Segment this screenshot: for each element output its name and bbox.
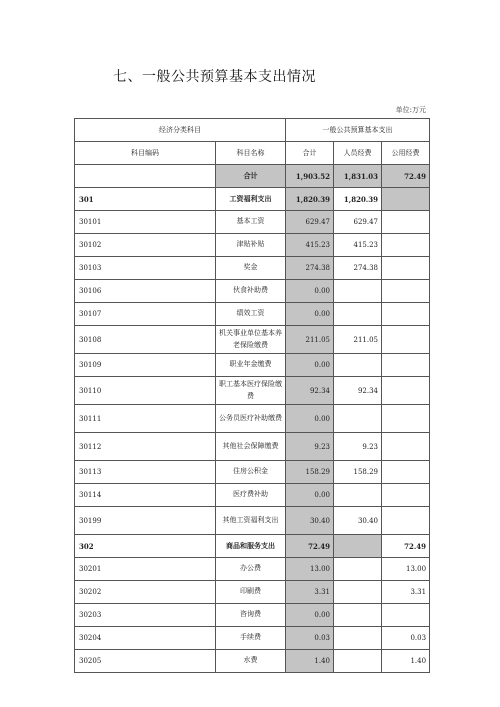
cell-name: 职业年金缴费 <box>216 354 286 377</box>
cell-personnel <box>334 604 382 627</box>
table-row <box>75 433 430 461</box>
table-row <box>75 211 430 234</box>
cell-public <box>382 604 430 627</box>
cell-name: 伙食补助费 <box>216 280 286 303</box>
header-public: 公用经费 <box>382 142 430 165</box>
cell-total: 0.00 <box>286 484 334 507</box>
cell-personnel: 1,820.39 <box>334 188 382 211</box>
cell-personnel <box>334 650 382 673</box>
table-row <box>75 535 430 558</box>
cell-personnel: 9.23 <box>334 433 382 461</box>
cell-total: 0.00 <box>286 604 334 627</box>
cell-total: 1,903.52 <box>286 165 334 188</box>
table-row <box>75 507 430 535</box>
cell-total: 274.38 <box>286 257 334 280</box>
table-body <box>75 165 430 673</box>
cell-total: 158.29 <box>286 461 334 484</box>
table-row <box>75 257 430 280</box>
cell-total: 0.00 <box>286 405 334 433</box>
cell-public <box>382 280 430 303</box>
cell-name: 医疗费补助 <box>216 484 286 507</box>
cell-public: 0.03 <box>382 627 430 650</box>
cell-name: 住房公积金 <box>216 461 286 484</box>
cell-total: 1,820.39 <box>286 188 334 211</box>
cell-personnel <box>334 354 382 377</box>
cell-personnel <box>334 627 382 650</box>
table-row <box>75 558 430 581</box>
cell-code: 30108 <box>75 326 216 354</box>
cell-public <box>382 326 430 354</box>
header-total: 合计 <box>286 142 334 165</box>
table-row <box>75 484 430 507</box>
cell-name: 奖金 <box>216 257 286 280</box>
cell-public <box>382 234 430 257</box>
cell-total: 211.05 <box>286 326 334 354</box>
cell-total: 0.00 <box>286 303 334 326</box>
cell-personnel: 211.05 <box>334 326 382 354</box>
header-name: 科目名称 <box>216 142 286 165</box>
cell-code: 30102 <box>75 234 216 257</box>
cell-public <box>382 257 430 280</box>
table-row <box>75 581 430 604</box>
cell-name: 手续费 <box>216 627 286 650</box>
table-row <box>75 461 430 484</box>
cell-personnel: 415.23 <box>334 234 382 257</box>
cell-code: 30202 <box>75 581 216 604</box>
header-personnel: 人员经费 <box>334 142 382 165</box>
cell-name: 印刷费 <box>216 581 286 604</box>
cell-total: 0.00 <box>286 354 334 377</box>
cell-total: 13.00 <box>286 558 334 581</box>
cell-name: 职工基本医疗保险缴费 <box>216 377 286 405</box>
cell-code: 30103 <box>75 257 216 280</box>
table-row <box>75 604 430 627</box>
cell-total: 0.03 <box>286 627 334 650</box>
cell-total: 9.23 <box>286 433 334 461</box>
cell-name: 公务员医疗补助缴费 <box>216 405 286 433</box>
cell-total: 1.40 <box>286 650 334 673</box>
cell-personnel: 30.40 <box>334 507 382 535</box>
cell-name: 水费 <box>216 650 286 673</box>
cell-personnel <box>334 303 382 326</box>
header-general-budget: 一般公共预算基本支出 <box>286 119 430 142</box>
cell-code: 30112 <box>75 433 216 461</box>
page-title: 七、一般公共预算基本支出情况 <box>113 69 316 85</box>
budget-table <box>74 118 430 673</box>
table-row <box>75 188 430 211</box>
cell-code: 30199 <box>75 507 216 535</box>
cell-code: 30201 <box>75 558 216 581</box>
cell-code: 30114 <box>75 484 216 507</box>
cell-personnel <box>334 581 382 604</box>
cell-total: 92.34 <box>286 377 334 405</box>
table-row <box>75 627 430 650</box>
cell-personnel: 629.47 <box>334 211 382 234</box>
header-economic-category: 经济分类科目 <box>75 119 286 142</box>
table-row <box>75 354 430 377</box>
cell-total: 415.23 <box>286 234 334 257</box>
cell-total: 3.31 <box>286 581 334 604</box>
cell-personnel: 1,831.03 <box>334 165 382 188</box>
cell-name: 其他社会保障缴费 <box>216 433 286 461</box>
cell-code: 30113 <box>75 461 216 484</box>
cell-name: 津贴补贴 <box>216 234 286 257</box>
cell-public <box>382 507 430 535</box>
cell-personnel: 92.34 <box>334 377 382 405</box>
cell-name: 咨询费 <box>216 604 286 627</box>
cell-personnel <box>334 558 382 581</box>
cell-code: 30204 <box>75 627 216 650</box>
cell-public <box>382 461 430 484</box>
cell-code: 30203 <box>75 604 216 627</box>
cell-code: 30111 <box>75 405 216 433</box>
cell-personnel: 158.29 <box>334 461 382 484</box>
cell-code <box>75 165 216 188</box>
cell-code: 301 <box>75 188 216 211</box>
cell-personnel <box>334 405 382 433</box>
cell-name: 其他工资福利支出 <box>216 507 286 535</box>
unit-label: 单位:万元 <box>395 106 426 114</box>
cell-total: 0.00 <box>286 280 334 303</box>
cell-public <box>382 484 430 507</box>
cell-code: 30101 <box>75 211 216 234</box>
table-row <box>75 405 430 433</box>
cell-total: 30.40 <box>286 507 334 535</box>
table-row <box>75 650 430 673</box>
cell-code: 30110 <box>75 377 216 405</box>
cell-code: 302 <box>75 535 216 558</box>
cell-public <box>382 354 430 377</box>
cell-personnel <box>334 280 382 303</box>
table-row <box>75 377 430 405</box>
header-code: 科目编码 <box>75 142 216 165</box>
cell-public <box>382 188 430 211</box>
cell-public: 72.49 <box>382 535 430 558</box>
cell-name: 绩效工资 <box>216 303 286 326</box>
cell-code: 30107 <box>75 303 216 326</box>
cell-public <box>382 405 430 433</box>
cell-name: 机关事业单位基本养老保险缴费 <box>216 326 286 354</box>
cell-personnel <box>334 484 382 507</box>
cell-code: 30109 <box>75 354 216 377</box>
cell-name: 工资福利支出 <box>216 188 286 211</box>
cell-public: 72.49 <box>382 165 430 188</box>
cell-code: 30205 <box>75 650 216 673</box>
cell-personnel <box>334 535 382 558</box>
table-row <box>75 234 430 257</box>
cell-total: 629.47 <box>286 211 334 234</box>
cell-public: 3.31 <box>382 581 430 604</box>
cell-name: 合计 <box>216 165 286 188</box>
cell-public <box>382 303 430 326</box>
cell-public <box>382 211 430 234</box>
cell-public <box>382 433 430 461</box>
table-row <box>75 280 430 303</box>
cell-total: 72.49 <box>286 535 334 558</box>
table-row <box>75 326 430 354</box>
cell-name: 商品和服务支出 <box>216 535 286 558</box>
cell-code: 30106 <box>75 280 216 303</box>
table-row <box>75 303 430 326</box>
cell-name: 办公费 <box>216 558 286 581</box>
cell-public <box>382 377 430 405</box>
table-row <box>75 165 430 188</box>
cell-name: 基本工资 <box>216 211 286 234</box>
cell-public: 1.40 <box>382 650 430 673</box>
cell-public: 13.00 <box>382 558 430 581</box>
cell-personnel: 274.38 <box>334 257 382 280</box>
